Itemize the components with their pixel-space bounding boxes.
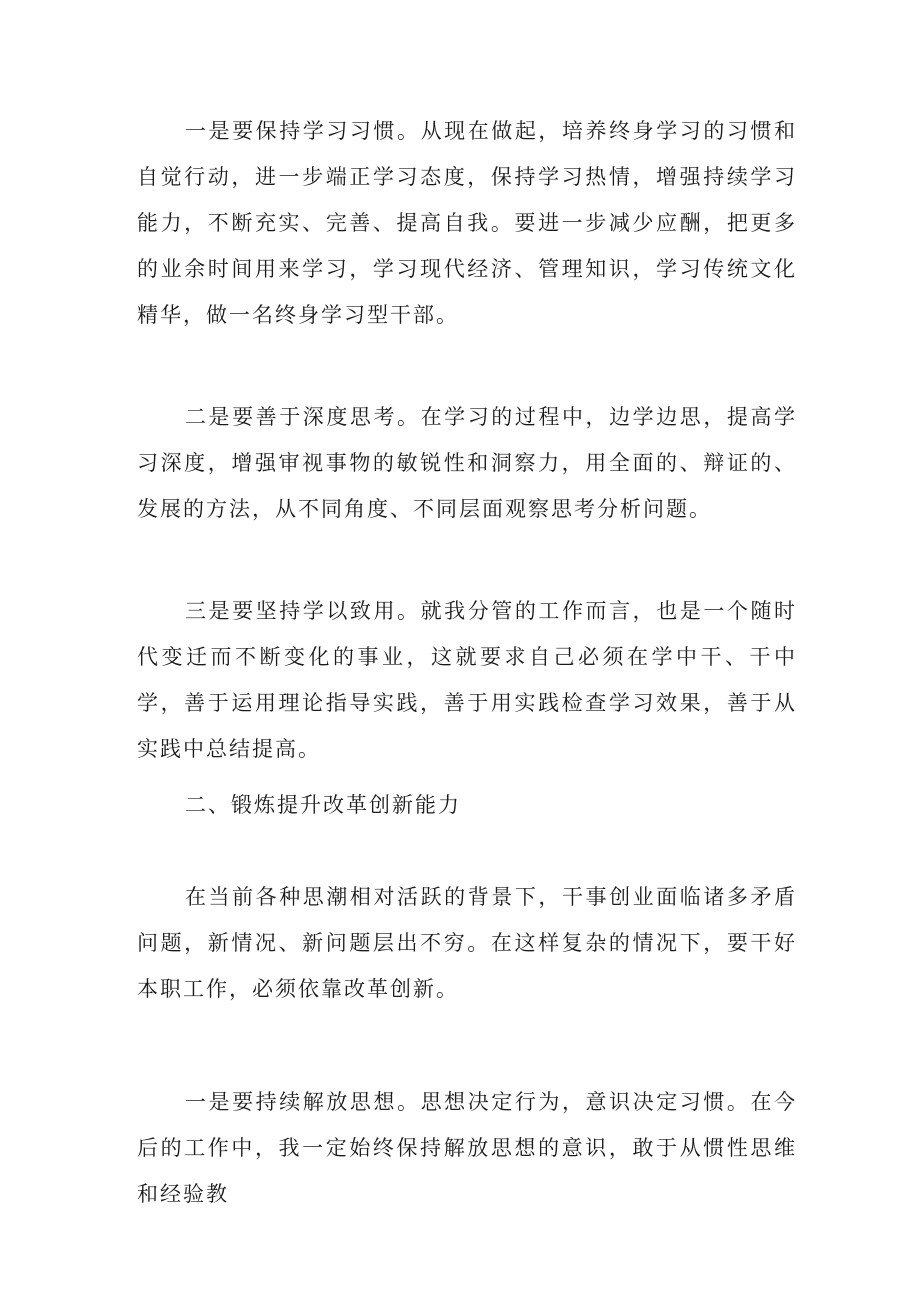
- paragraph-reform-context: 在当前各种思潮相对活跃的背景下，干事创业面临诸多矛盾问题，新情况、新问题层出不穷。在这样复杂的情况下，要干好本职工作，必须依靠改革创新。: [137, 885, 797, 1001]
- paragraph-emancipate-mind: 一是要持续解放思想。思想决定行为，意识决定习惯。在今后的工作中，我一定始终保持解放思想的意识，敢于从惯性思维和经验教: [137, 1090, 797, 1206]
- paragraph-apply-learning: 三是要坚持学以致用。就我分管的工作而言，也是一个随时代变迁而不断变化的事业，这就要求自己必须在学中干、干中学，善于运用理论指导实践，善于用实践检查学习效果，善于从实践中总结提高。: [137, 599, 797, 761]
- paragraph-study-habit: 一是要保持学习习惯。从现在做起，培养终身学习的习惯和自觉行动，进一步端正学习态度，保持学习热情，增强持续学习能力，不断充实、完善、提高自我。要进一步减少应酬，把更多的业余时间用来学习，学习现代经济、管理知识，学习传统文化精华，做一名终身学习型干部。: [137, 119, 797, 327]
- paragraph-deep-thinking: 二是要善于深度思考。在学习的过程中，边学边思，提高学习深度，增强审视事物的敏锐性和洞察力，用全面的、辩证的、发展的方法，从不同角度、不同层面观察思考分析问题。: [137, 405, 797, 521]
- section-heading-reform-innovation: 二、锻炼提升改革创新能力: [185, 793, 461, 817]
